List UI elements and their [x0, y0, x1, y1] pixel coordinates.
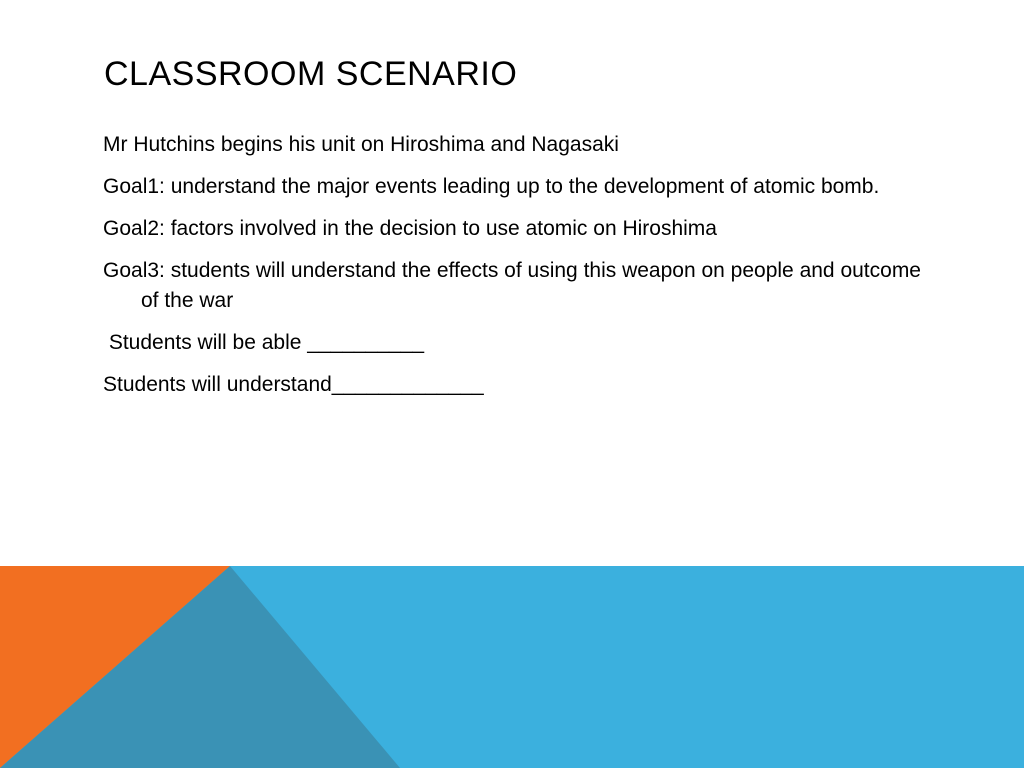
body-line: Goal3: students will understand the effects of using this weapon on people and outcome of the war	[103, 259, 921, 312]
slide-body	[103, 130, 933, 412]
body-line: Students will be able __________	[103, 331, 425, 354]
footer-decoration	[0, 566, 1024, 768]
slide-title: CLASSROOM SCENARIO	[104, 55, 518, 93]
body-line: Goal2: factors involved in the decision to use atomic on Hiroshima	[103, 217, 717, 240]
body-line: Students will understand_____________	[103, 373, 484, 396]
body-line: Goal1: understand the major events leading up to the development of atomic bomb.	[103, 175, 880, 198]
body-line: Mr Hutchins begins his unit on Hiroshima and Nagasaki	[103, 133, 619, 156]
